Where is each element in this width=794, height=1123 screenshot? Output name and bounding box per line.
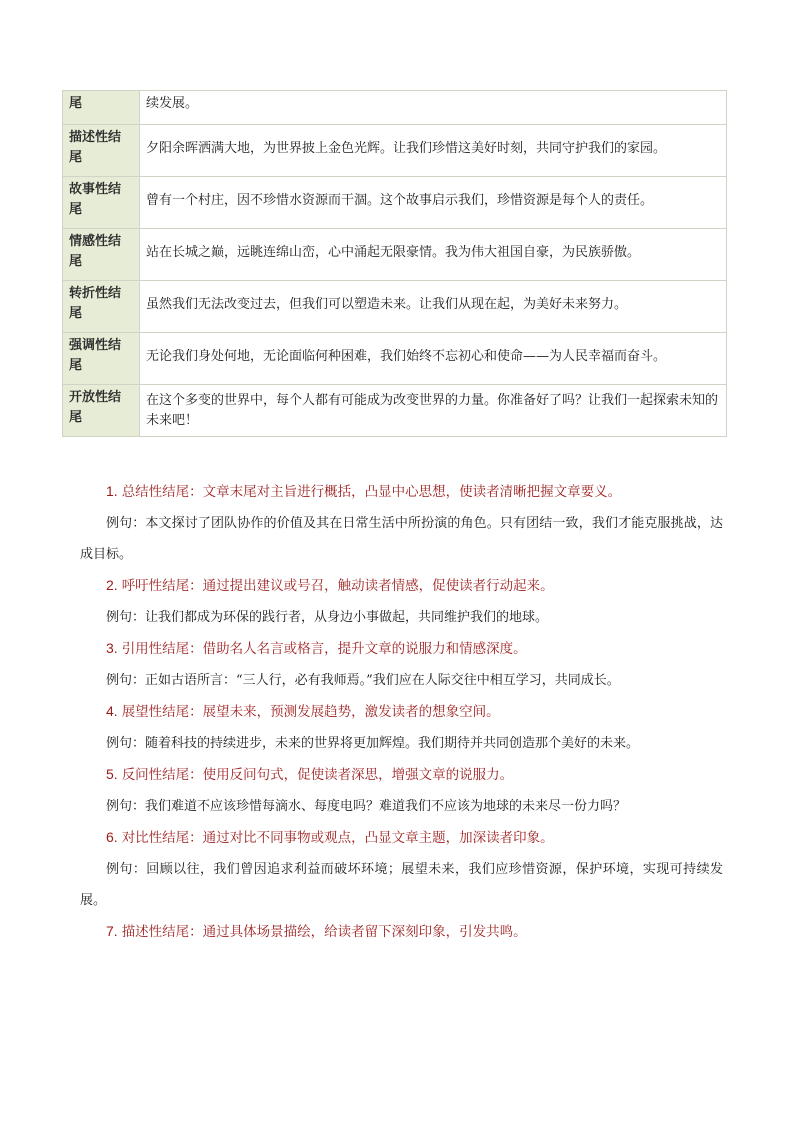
section-heading-text: 总结性结尾：文章末尾对主旨进行概括，凸显中心思想，使读者清晰把握文章要义。 xyxy=(121,484,622,500)
table-row xyxy=(63,91,727,125)
ending-type-cell: 故事性结尾 xyxy=(63,177,140,229)
section-heading xyxy=(80,916,723,948)
ending-example-cell: 虽然我们无法改变过去，但我们可以塑造未来。让我们从现在起，为美好未来努力。 xyxy=(140,281,727,333)
section-heading-text: 引用性结尾：借助名人名言或格言，提升文章的说服力和情感深度。 xyxy=(121,641,527,657)
section-example: 例句：让我们都成为环保的践行者，从身边小事做起，共同维护我们的地球。 xyxy=(106,610,549,625)
table-row xyxy=(63,177,727,229)
ending-example-cell: 曾有一个村庄，因不珍惜水资源而干涸。这个故事启示我们，珍惜资源是每个人的责任。 xyxy=(140,177,727,229)
section-number: 6. xyxy=(106,829,118,845)
ending-type-cell: 尾 xyxy=(63,91,140,125)
section-number: 3. xyxy=(106,640,118,656)
section-heading-text: 对比性结尾：通过对比不同事物或观点，凸显文章主题，加深读者印象。 xyxy=(121,830,554,846)
section-example: 例句：回顾以往，我们曾因追求利益而破坏环境；展望未来，我们应珍惜资源，保护环境，实现可持续发展。 xyxy=(80,862,723,908)
ending-example-cell: 站在长城之巅，远眺连绵山峦，心中涌起无限豪情。我为伟大祖国自豪，为民族骄傲。 xyxy=(140,229,727,281)
ending-type-cell: 开放性结尾 xyxy=(63,385,140,437)
section-number: 4. xyxy=(106,703,118,719)
section-heading-text: 展望性结尾：展望未来，预测发展趋势，激发读者的想象空间。 xyxy=(121,704,500,720)
ending-type-cell: 转折性结尾 xyxy=(63,281,140,333)
section-heading xyxy=(80,696,723,728)
table-row xyxy=(63,281,727,333)
section-heading-text: 反问性结尾：使用反问句式，促使读者深思，增强文章的说服力。 xyxy=(121,767,514,783)
section-heading-text: 呼吁性结尾：通过提出建议或号召，触动读者情感，促使读者行动起来。 xyxy=(121,578,554,594)
ending-example-cell: 夕阳余晖洒满大地，为世界披上金色光辉。让我们珍惜这美好时刻，共同守护我们的家园。 xyxy=(140,125,727,177)
section-heading xyxy=(80,759,723,791)
section-heading xyxy=(80,822,723,854)
table-row xyxy=(63,125,727,177)
section-heading xyxy=(80,570,723,602)
table-row xyxy=(63,385,727,437)
ending-methods-list xyxy=(80,476,723,948)
ending-example-cell: 在这个多变的世界中，每个人都有可能成为改变世界的力量。你准备好了吗？让我们一起探索未知的未来吧！ xyxy=(140,385,727,437)
ending-types-table xyxy=(62,90,727,437)
ending-example-cell: 续发展。 xyxy=(140,91,727,125)
section-example: 例句：正如古语所言：“三人行，必有我师焉。”我们应在人际交往中相互学习，共同成长。 xyxy=(106,673,620,688)
section-heading-text: 描述性结尾：通过具体场景描绘，给读者留下深刻印象，引发共鸣。 xyxy=(121,924,527,940)
section-number: 5. xyxy=(106,766,118,782)
table-row xyxy=(63,229,727,281)
ending-example-cell: 无论我们身处何地，无论面临何种困难，我们始终不忘初心和使命——为人民幸福而奋斗。 xyxy=(140,333,727,385)
section-example: 例句：本文探讨了团队协作的价值及其在日常生活中所扮演的角色。只有团结一致，我们才能克服挑战，达成目标。 xyxy=(80,516,723,562)
section-heading xyxy=(80,476,723,508)
section-example: 例句：我们难道不应该珍惜每滴水、每度电吗？难道我们不应该为地球的未来尽一份力吗？ xyxy=(106,799,627,814)
ending-type-cell: 情感性结尾 xyxy=(63,229,140,281)
section-number: 7. xyxy=(106,923,118,939)
section-example: 例句：随着科技的持续进步，未来的世界将更加辉煌。我们期待并共同创造那个美好的未来。 xyxy=(106,736,640,751)
section-heading xyxy=(80,633,723,665)
ending-type-cell: 强调性结尾 xyxy=(63,333,140,385)
ending-type-cell: 描述性结尾 xyxy=(63,125,140,177)
section-number: 1. xyxy=(106,483,118,499)
table-row xyxy=(63,333,727,385)
section-number: 2. xyxy=(106,577,118,593)
